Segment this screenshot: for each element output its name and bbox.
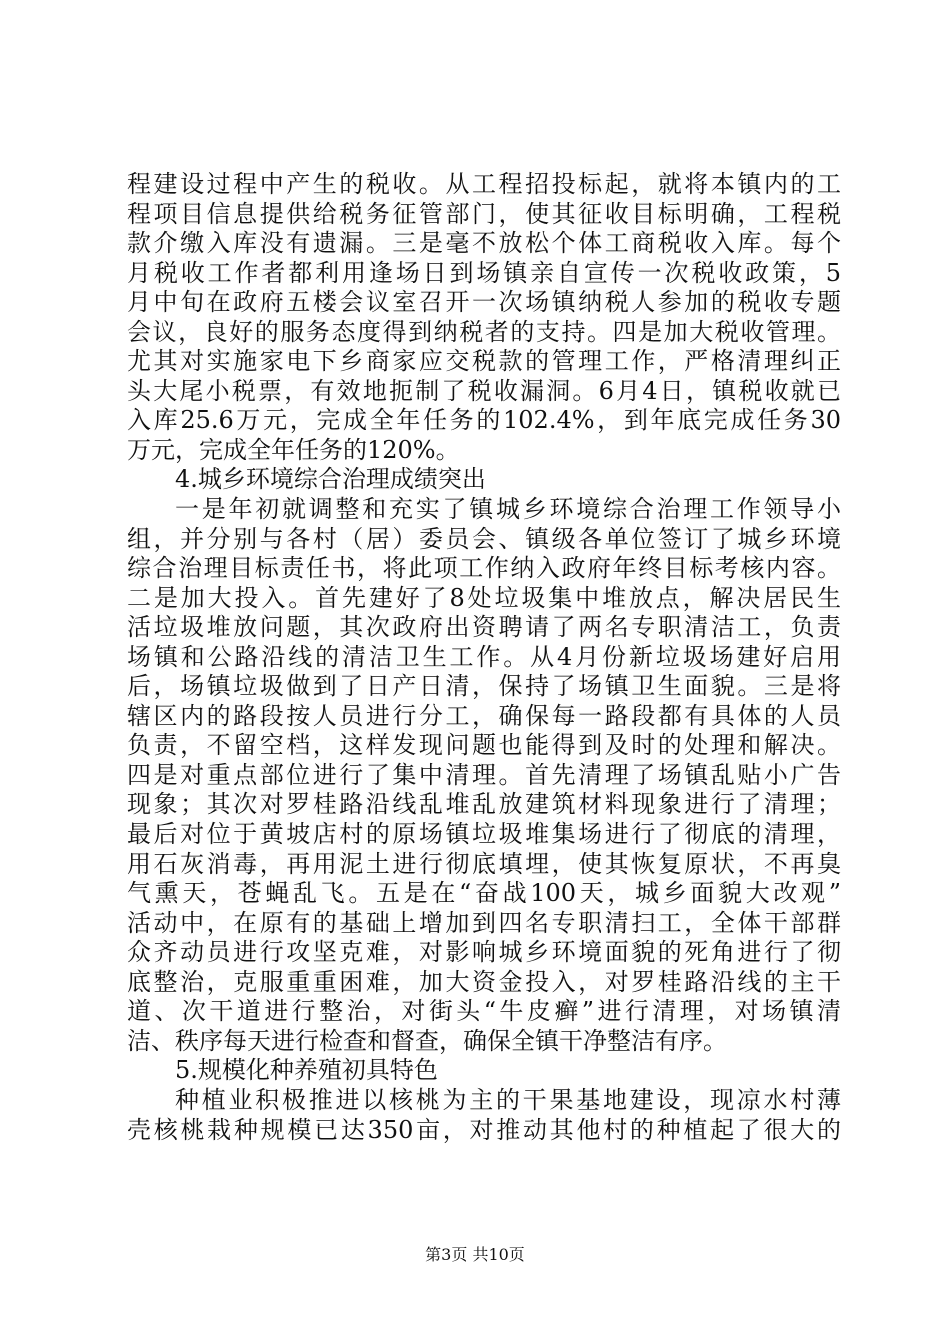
text-line: 负责，不留空档，这样发现问题也能得到及时的处理和解决。 xyxy=(127,731,841,760)
heading-text: 5.规模化种养殖初具特色 xyxy=(175,1056,438,1085)
text-line: 众齐动员进行攻坚克难，对影响城乡环境面貌的死角进行了彻 xyxy=(127,938,841,967)
text-line: 后，场镇垃圾做到了日产日清，保持了场镇卫生面貌。三是将 xyxy=(127,672,841,701)
text-line: 气熏天，苍蝇乱飞。五是在“奋战100天，城乡面貌大改观” xyxy=(127,879,841,908)
text-line: 程项目信息提供给税务征管部门，使其征收目标明确，工程税 xyxy=(127,199,841,228)
text-line: 道、次干道进行整治，对街头“牛皮癣”进行清理，对场镇清 xyxy=(127,997,841,1026)
text-line: 月中旬在政府五楼会议室召开一次场镇纳税人参加的税收专题 xyxy=(127,288,841,317)
text-line: 辖区内的路段按人员进行分工，确保每一路段都有具体的人员 xyxy=(127,701,841,730)
text-line: 尤其对实施家电下乡商家应交税款的管理工作，严格清理纠正 xyxy=(127,347,841,376)
text-line: 底整治，克服重重困难，加大资金投入，对罗桂路沿线的主干 xyxy=(127,967,841,996)
text-line: 头大尾小税票，有效地扼制了税收漏洞。6月4日，镇税收就已 xyxy=(127,376,841,405)
text-line: 会议，良好的服务态度得到纳税者的支持。四是加大税收管理。 xyxy=(127,317,841,346)
paragraph xyxy=(127,170,841,465)
text-line: 最后对位于黄坡店村的原场镇垃圾堆集场进行了彻底的清理， xyxy=(127,820,841,849)
text-line: 种植业积极推进以核桃为主的干果基地建设，现凉水村薄 xyxy=(175,1085,841,1114)
text-line: 组，并分别与各村（居）委员会、镇级各单位签订了城乡环境 xyxy=(127,524,841,553)
text-line: 款介缴入库没有遗漏。三是毫不放松个体工商税收入库。每个 xyxy=(127,229,841,258)
text-line: 万元，完成全年任务的120%。 xyxy=(127,435,460,464)
section-heading xyxy=(127,1056,841,1086)
paragraph xyxy=(127,495,841,1056)
heading-text: 4.城乡环境综合治理成绩突出 xyxy=(175,465,486,494)
text-line: 壳核桃栽种规模已达350亩，对推动其他村的种植起了很大的 xyxy=(127,1115,841,1144)
text-line: 月税收工作者都利用逢场日到场镇亲自宣传一次税收政策，5 xyxy=(127,258,841,287)
text-line: 场镇和公路沿线的清洁卫生工作。从4月份新垃圾场建好启用 xyxy=(127,642,841,671)
text-line: 洁、秩序每天进行检查和督查，确保全镇干净整洁有序。 xyxy=(127,1026,727,1055)
text-line: 程建设过程中产生的税收。从工程招投标起，就将本镇内的工 xyxy=(127,170,841,198)
text-line: 入库25.6万元，完成全年任务的102.4%，到年底完成任务30 xyxy=(127,406,841,435)
text-line: 活动中，在原有的基础上增加到四名专职清扫工，全体干部群 xyxy=(127,908,841,937)
text-line: 活垃圾堆放问题，其次政府出资聘请了两名专职清洁工，负责 xyxy=(127,613,841,642)
text-line: 用石灰消毒，再用泥土进行彻底填埋，使其恢复原状，不再臭 xyxy=(127,849,841,878)
text-line: 四是对重点部位进行了集中清理。首先清理了场镇乱贴小广告 xyxy=(127,760,841,789)
section-heading xyxy=(127,465,841,495)
page-footer: 第3页 共10页 xyxy=(425,1245,525,1264)
document-body xyxy=(127,170,841,1145)
text-line: 现象；其次对罗桂路沿线乱堆乱放建筑材料现象进行了清理； xyxy=(127,790,841,819)
paragraph xyxy=(127,1086,841,1145)
text-line: 一是年初就调整和充实了镇城乡环境综合治理工作领导小 xyxy=(175,495,841,524)
text-line: 综合治理目标责任书，将此项工作纳入政府年终目标考核内容。 xyxy=(127,554,841,583)
text-line: 二是加大投入。首先建好了8处垃圾集中堆放点，解决居民生 xyxy=(127,583,841,612)
